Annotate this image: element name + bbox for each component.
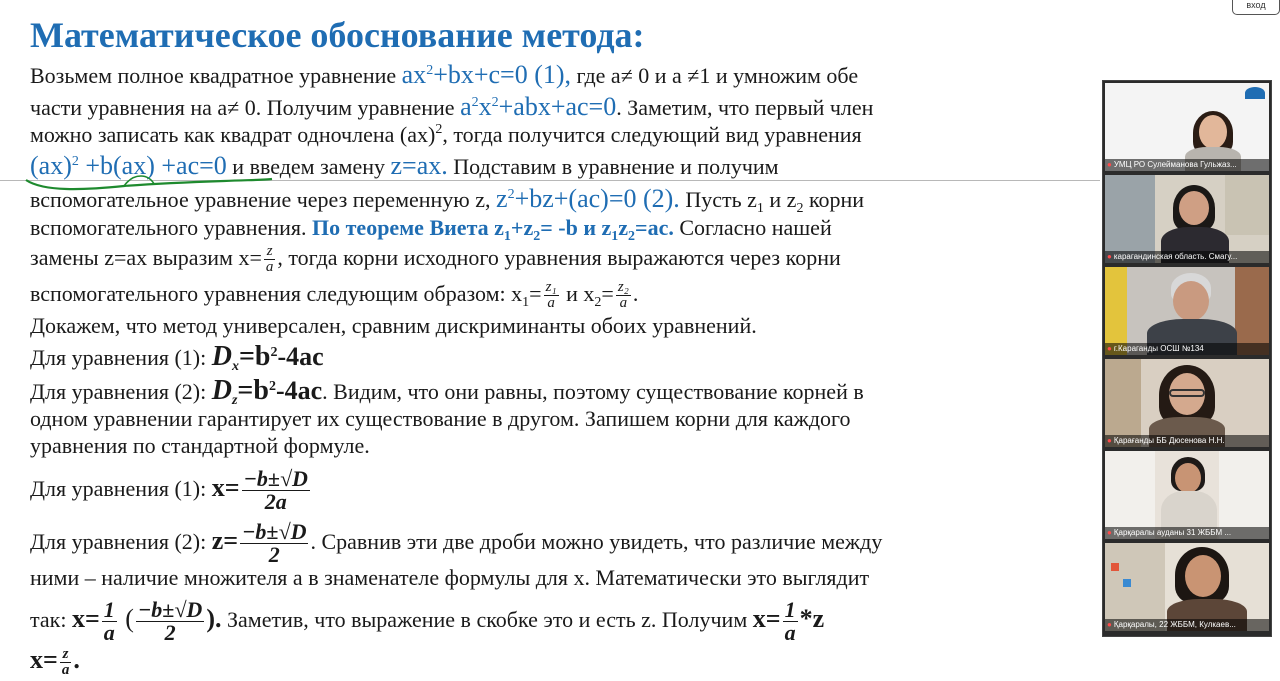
- participant-face: [1173, 281, 1209, 321]
- participant-tile[interactable]: [1105, 543, 1269, 631]
- participant-tile[interactable]: [1105, 175, 1269, 263]
- participant-name: Қарқаралы, 22 ЖББМ, Кулкаев...: [1113, 620, 1236, 629]
- school-logo-icon: [1245, 87, 1265, 99]
- text-line-6: вспомогательного уравнения. По теореме Виета $z_1+z_2= -b$ и $z_1z_2=ac$. Согласно нашей: [30, 215, 832, 244]
- slide-title: Математическое обоснование метода:: [30, 15, 645, 55]
- participant-tile[interactable]: [1105, 267, 1269, 355]
- participant-name: Қарқаралы ауданы 31 ЖББМ ...: [1113, 528, 1232, 537]
- mic-muted-icon: ●: [1107, 160, 1112, 169]
- text-line-5: вспомогательное уравнение через переменную z, $z^2+bz+(ac)=0$ (2). Пусть $z_1$ и $z_2$ корни: [30, 184, 865, 216]
- participant-tile[interactable]: [1105, 451, 1269, 539]
- fraction-z-over-a-final: $\frac{z}{a}$: [61, 646, 70, 679]
- participant-name: карагандинская область. Смагу...: [1113, 252, 1238, 261]
- quadratic-formula-x: $\frac{-b\pm√D}{2a}$: [243, 466, 308, 515]
- text-line-8: вспомогательного уравнения следующим образом: $x_1=$ $\frac{\text{z₁}}{a}$ и $x_2=$ $\frac{\text{z₂}}{a}$ .: [30, 279, 639, 312]
- text-line-2: части уравнения на a≠ 0. Получим уравнение $a^2x^2+abx+ac=0$. Заметим, что первый член: [30, 92, 874, 121]
- quadratic-formula-z: $\frac{-b\pm√D}{2}$: [242, 519, 307, 568]
- fraction-disc-over-two: $\frac{-b\pm√D}{2}$: [137, 597, 203, 646]
- text-line-10: Для уравнения (1): $D_x=b^2-4ac$: [30, 341, 324, 374]
- participant-name: г.Караганды ОСШ №134: [1113, 344, 1204, 353]
- mic-muted-icon: ●: [1107, 252, 1112, 261]
- video-participants-panel: [1102, 80, 1272, 637]
- fraction-one-over-a: $\frac{1}{a}$: [103, 597, 115, 646]
- mic-muted-icon: ●: [1107, 436, 1112, 445]
- glasses-icon: [1169, 389, 1205, 397]
- mic-muted-icon: ●: [1107, 620, 1112, 629]
- fraction-one-over-a-2: $\frac{1}{a}$: [784, 597, 796, 646]
- text-line-16: ними – наличие множителя a в знаменателе формулы для x. Математически это выглядит: [30, 565, 870, 590]
- text-line-11: Для уравнения (2): $D_z=b^2-4ac$. Видим, что они равны, поэтому существование корней в: [30, 375, 864, 408]
- participant-name: УМЦ РО Сулейманова Гульжаз...: [1113, 160, 1237, 169]
- participant-name: Қарағанды ББ Дюсенова Н.Н.: [1113, 436, 1225, 445]
- participant-tile[interactable]: [1105, 83, 1269, 171]
- participant-face: [1179, 191, 1209, 225]
- fraction-z1-over-a: $\frac{\text{z₁}}{a}$: [545, 279, 557, 312]
- text-line-1: Возьмем полное квадратное уравнение $ax^2+bx+c=0$ (1), где a≠ 0 и a ≠1 и умножим обе: [30, 60, 859, 89]
- text-line-9: Докажем, что метод универсален, сравним дискриминанты обоих уравнений.: [30, 313, 757, 338]
- text-line-13: уравнения по стандартной формуле.: [30, 433, 370, 458]
- fraction-z-over-a: $\frac{z}{a}$: [265, 243, 274, 276]
- text-line-15: Для уравнения (2): z= $\frac{-b\pm√D}{2}$ . Сравнив эти две дроби можно увидеть, что различие между: [30, 519, 883, 568]
- text-line-17: так: x= $\frac{1}{a}$ ( $\frac{-b\pm√D}{2}$ ). Заметив, что выражение в скобке это и есть z. Получим x= $\frac{1}{a}$ *z: [30, 597, 825, 646]
- fraction-z2-over-a: $\frac{\text{z₂}}{a}$: [617, 279, 629, 312]
- text-line-7: замены z=ax выразим x= $\frac{z}{a}$ , тогда корни исходного уравнения выражаются через корни: [30, 243, 841, 276]
- participant-face: [1175, 463, 1201, 493]
- login-button[interactable]: вход: [1232, 0, 1280, 15]
- mic-muted-icon: ●: [1107, 528, 1112, 537]
- participant-tile[interactable]: [1105, 359, 1269, 447]
- text-line-3: можно записать как квадрат одночлена (ax)$^2$, тогда получится следующий вид уравнения: [30, 122, 862, 147]
- text-line-12: одном уравнении гарантирует их существование в другом. Запишем корни для каждого: [30, 406, 851, 431]
- text-line-14: Для уравнения (1): x= $\frac{-b\pm√D}{2a}$: [30, 466, 308, 515]
- participant-face: [1199, 115, 1227, 149]
- mic-muted-icon: ●: [1107, 344, 1112, 353]
- participant-face: [1185, 555, 1221, 597]
- text-line-18: x= $\frac{z}{a}$ .: [30, 645, 80, 679]
- text-line-4: (ax)$^2$ +b(ax) +ac=0 и введем замену z=ax. Подставим в уравнение и получим: [30, 151, 779, 180]
- flag-icon: [1105, 267, 1127, 355]
